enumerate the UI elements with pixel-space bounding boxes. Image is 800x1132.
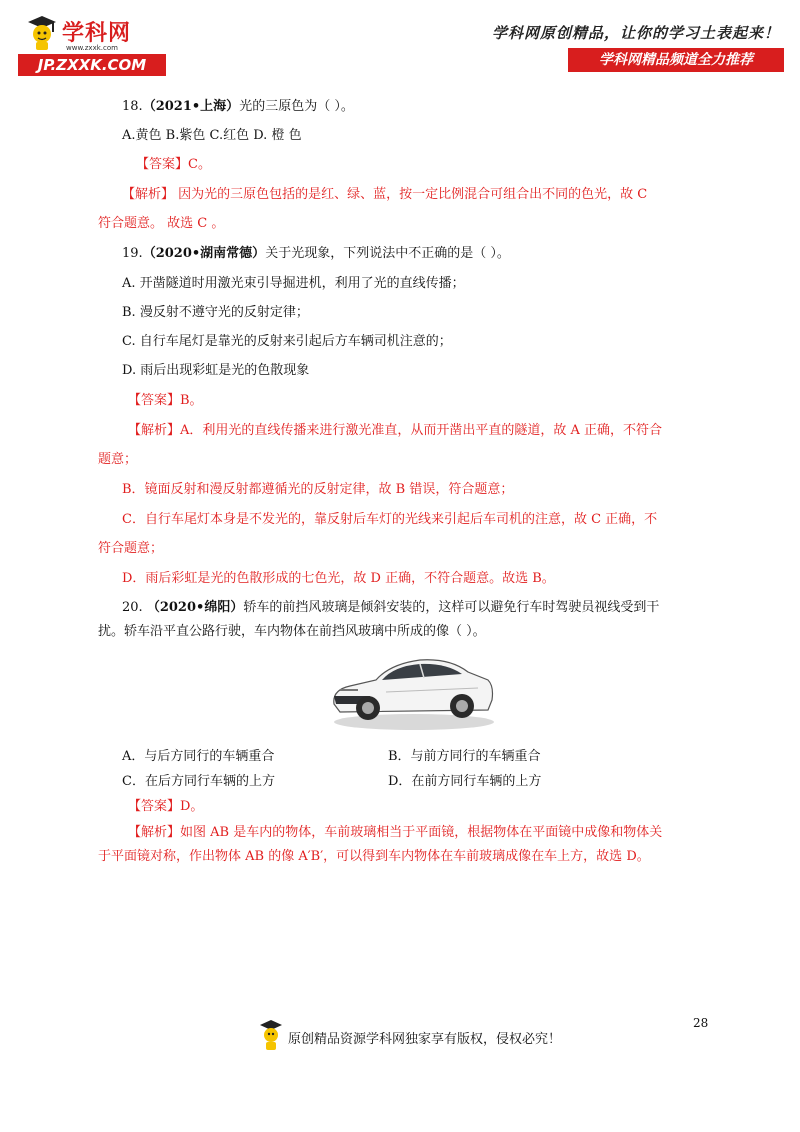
q19-number: 19. (122, 246, 143, 261)
q18-stem-line (122, 98, 354, 116)
q19-option-d: D. 雨后出现彩虹是光的色散现象 (122, 363, 310, 378)
channel-banner: 学科网精品频道全力推荐 (568, 48, 784, 72)
q18-stem: 光的三原色为（ ）。 (239, 99, 354, 114)
q20-stem-line-1 (122, 599, 659, 617)
header-slogan: 学科网原创精品，让你的学习土表起来！ (491, 24, 780, 42)
q20-analysis-line-1: 【解析】如图 AB 是车内的物体，车前玻璃相当于平面镜，根据物体在平面镜中成像和物体关 (128, 825, 663, 840)
car-illustration (328, 646, 496, 732)
q20-option-c: C．在后方同行车辆的上方 (122, 774, 275, 789)
mascot-logo-icon (24, 14, 60, 52)
q20-stem-line-2: 扰。轿车沿平直公路行驶，车内物体在前挡风玻璃中所成的像（ ）。 (98, 624, 486, 639)
q18-source: （2021•上海） (142, 99, 240, 114)
logo-url: JP.ZXXK.COM (18, 54, 166, 76)
copyright-notice: 原创精品资源学科网独家享有版权，侵权必究！ (288, 1032, 562, 1047)
logo-name: 学科网 (62, 21, 132, 46)
q19-analysis-line-3: B．镜面反射和漫反射都遵循光的反射定律，故 B 错误，符合题意； (122, 482, 514, 497)
page-number: 28 (693, 1016, 709, 1030)
site-logo[interactable] (14, 10, 164, 76)
page-header (0, 0, 800, 85)
q19-source: （2020•湖南常德） (142, 246, 266, 261)
q19-option-c: C. 自行车尾灯是靠光的反射来引起后方车辆司机注意的； (122, 334, 452, 349)
q20-number: 20. (122, 600, 143, 615)
q19-answer: 【答案】B。 (128, 393, 203, 408)
q19-analysis-line-2: 题意； (98, 452, 138, 467)
q19-analysis-line-4: C．自行车尾灯本身是不发光的，靠反射后车灯的光线来引起后车司机的注意，故 C 正确，不 (122, 512, 658, 527)
q18-number: 18. (122, 99, 143, 114)
q19-analysis-line-5: 符合题意； (98, 541, 164, 556)
logo-url-small: www.zxxk.com (66, 44, 118, 52)
q20-option-d: D．在前方同行车辆的上方 (388, 774, 542, 789)
q19-stem-line (122, 245, 510, 263)
q20-analysis-line-2: 于平面镜对称，作出物体 AB 的像 A′B′，可以得到车内物体在车前玻璃成像在车上方，故选 D。 (98, 849, 650, 864)
q20-option-a: A．与后方同行的车辆重合 (122, 749, 275, 764)
q18-answer: 【答案】C。 (136, 157, 211, 172)
q20-stem-1: 轿车的前挡风玻璃是倾斜安装的，这样可以避免行车时驾驶员视线受到干 (243, 600, 660, 615)
q19-analysis-line-6: D．雨后彩虹是光的色散形成的七色光，故 D 正确，不符合题意。故选 B。 (122, 571, 555, 586)
q20-source: （2020•绵阳） (146, 600, 244, 615)
mascot-logo-icon (258, 1018, 284, 1052)
q19-option-a: A. 开凿隧道时用激光束引导掘进机，利用了光的直线传播； (122, 276, 465, 291)
q18-analysis-line-1: 【解析】 因为光的三原色包括的是红、绿、蓝，按一定比例混合可组合出不同的色光，故 C (122, 187, 648, 202)
q20-answer: 【答案】D。 (128, 799, 204, 814)
q18-options: A.黄色 B.紫色 C.红色 D. 橙 色 (122, 128, 302, 143)
q20-option-b: B．与前方同行的车辆重合 (388, 749, 541, 764)
q19-option-b: B. 漫反射不遵守光的反射定律； (122, 305, 309, 320)
q19-analysis-line-1: 【解析】A．利用光的直线传播来进行激光准直，从而开凿出平直的隧道，故 A 正确，不符合 (128, 423, 663, 438)
q19-stem: 关于光现象，下列说法中不正确的是（ ）。 (265, 246, 510, 261)
q18-analysis-line-2: 符合题意。 故选 C 。 (98, 216, 225, 231)
